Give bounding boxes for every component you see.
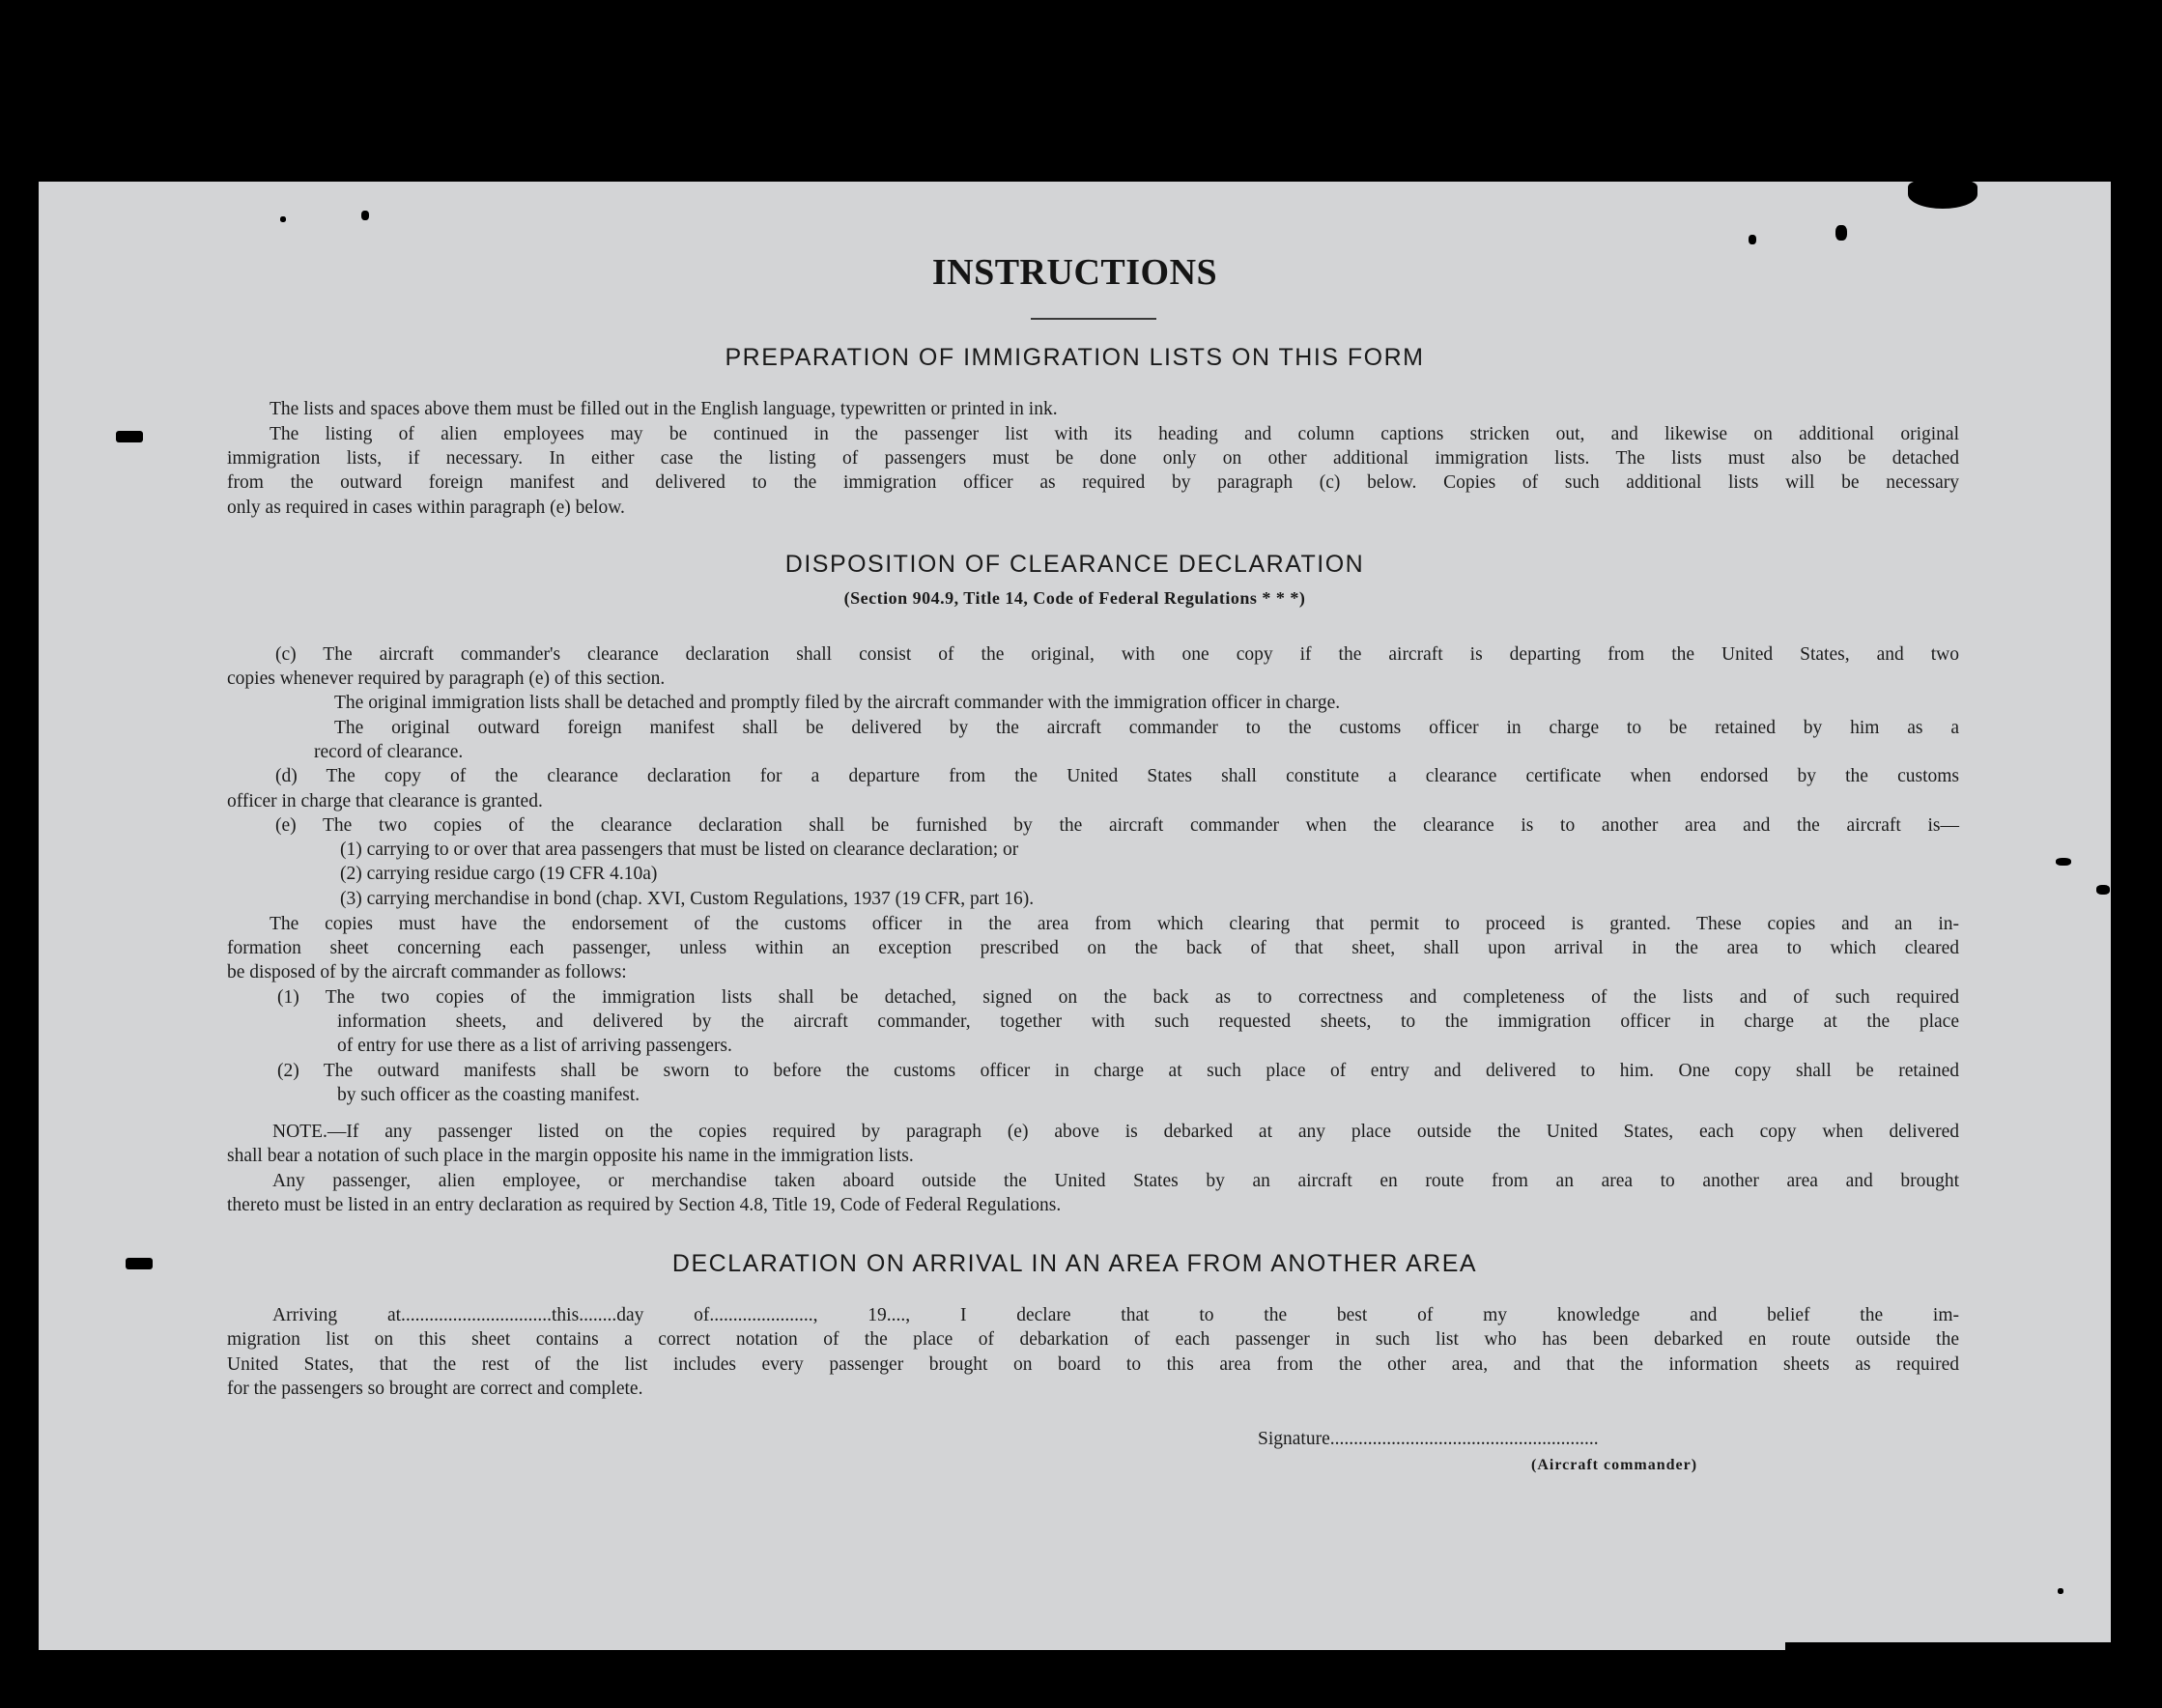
paragraph-line: from the outward foreign manifest and delivered to the immigration officer as required by paragraph (c) below. Copies of such additional lists will be necessary [227, 472, 1959, 493]
declaration-line: migration list on this sheet contains a correct notation of the place of debarkation of each passenger in such list who has been debarked en route outside the [227, 1329, 1959, 1350]
scan-blemish-right-1 [1835, 225, 1847, 241]
paragraph-line: thereto must be listed in an entry declaration as required by Section 4.8, Title 19, Code of Federal Regulations. [227, 1195, 1062, 1215]
paragraph-line: Any passenger, alien employee, or merchandise taken aboard outside the United States by an aircraft en route from an area to another area and brought [272, 1171, 1959, 1191]
scan-blemish-top-left [361, 211, 369, 220]
declaration-line: United States, that the rest of the list includes every passenger brought on board to this area from the other area, and that the information sheets as required [227, 1354, 1959, 1375]
note-line: NOTE.—If any passenger listed on the copies required by paragraph (e) above is debarked at any place outside the United States, each copy when delivered [272, 1122, 1959, 1142]
paragraph-line: (d) The copy of the clearance declaration for a departure from the United States shall constitute a clearance certificate when endorsed by the customs [275, 766, 1959, 786]
list-item: by such officer as the coasting manifest. [337, 1085, 640, 1105]
paragraph-line: (c) The aircraft commander's clearance declaration shall consist of the original, with one copy if the aircraft is departing from the United States, and two [275, 644, 1959, 665]
paragraph-line: The lists and spaces above them must be filled out in the English language, typewritten or printed in ink. [270, 399, 1058, 419]
paragraph-line: be disposed of by the aircraft commander as follows: [227, 962, 627, 982]
document-page [39, 182, 2111, 1650]
section-heading-preparation: PREPARATION OF IMMIGRATION LISTS ON THIS FORM [725, 344, 1425, 371]
signature-caption: (Aircraft commander) [1531, 1457, 1698, 1473]
page-title: INSTRUCTIONS [931, 252, 1218, 293]
scan-blemish-bottom [1785, 1642, 2114, 1656]
paragraph-line: immigration lists, if necessary. In either case the listing of passengers must be done only on other additional immigration lists. The lists must also be detached [227, 448, 1959, 469]
list-item: information sheets, and delivered by the aircraft commander, together with such requested sheets, to the immigration officer in charge at the place [337, 1011, 1959, 1032]
list-item: (2) The outward manifests shall be sworn to before the customs officer in charge at such place of entry and delivered to him. One copy shall be retained [277, 1061, 1959, 1081]
list-item: (1) The two copies of the immigration lists shall be detached, signed on the back as to correctness and completeness of the lists and of such required [277, 987, 1959, 1008]
paragraph-line: The copies must have the endorsement of the customs officer in the area from which clearing that permit to proceed is granted. These copies and an in- [270, 914, 1959, 934]
paragraph-line: copies whenever required by paragraph (e) of this section. [227, 669, 666, 689]
scan-blemish-right-3 [2056, 858, 2071, 866]
title-divider [1031, 318, 1156, 320]
scan-blemish-right-2 [1749, 235, 1756, 244]
paragraph-line: only as required in cases within paragraph (e) below. [227, 498, 625, 518]
paragraph-line: The listing of alien employees may be continued in the passenger list with its heading and column captions stricken out, and likewise on additional original [270, 424, 1959, 444]
paragraph-line: The original outward foreign manifest shall be delivered by the aircraft commander to the customs officer in charge to be retained by him as a [334, 718, 1959, 738]
section-heading-declaration: DECLARATION ON ARRIVAL IN AN AREA FROM ANOTHER AREA [671, 1250, 1478, 1277]
scan-blemish-top-right [1908, 180, 1977, 209]
list-item: (1) carrying to or over that area passengers that must be listed on clearance declaration; or [340, 840, 1019, 860]
scan-blemish-left-1 [116, 431, 143, 442]
declaration-line: Arriving at................................this........day of......................, 19...., I declare that to the best of my knowledge and belief the im- [272, 1305, 1959, 1325]
list-item: (2) carrying residue cargo (19 CFR 4.10a) [340, 864, 658, 884]
list-item: of entry for use there as a list of arriving passengers. [337, 1036, 732, 1056]
scan-blemish-dot [280, 216, 286, 222]
paragraph-line: (e) The two copies of the clearance declaration shall be furnished by the aircraft commander when the clearance is to another area and the aircraft is— [275, 815, 1959, 836]
paragraph-line: officer in charge that clearance is granted. [227, 791, 543, 811]
regulation-citation: (Section 904.9, Title 14, Code of Federal Regulations * * *) [843, 588, 1306, 608]
list-item: (3) carrying merchandise in bond (chap. XVI, Custom Regulations, 1937 (19 CFR, part 16). [340, 889, 1035, 909]
signature-field: Signature......................................................... [1258, 1429, 1599, 1449]
paragraph-line: record of clearance. [314, 742, 464, 762]
section-heading-disposition: DISPOSITION OF CLEARANCE DECLARATION [784, 551, 1365, 578]
declaration-line: for the passengers so brought are correct and complete. [227, 1379, 643, 1399]
scan-blemish-right-4 [2096, 885, 2110, 895]
paragraph-line: formation sheet concerning each passenger, unless within an exception prescribed on the back of that sheet, shall upon arrival in the area to which cleared [227, 938, 1959, 958]
paragraph-line: The original immigration lists shall be detached and promptly filed by the aircraft commander with the immigration officer in charge. [334, 693, 1341, 713]
note-line: shall bear a notation of such place in the margin opposite his name in the immigration lists. [227, 1146, 914, 1166]
scan-blemish-right-5 [2058, 1588, 2063, 1594]
